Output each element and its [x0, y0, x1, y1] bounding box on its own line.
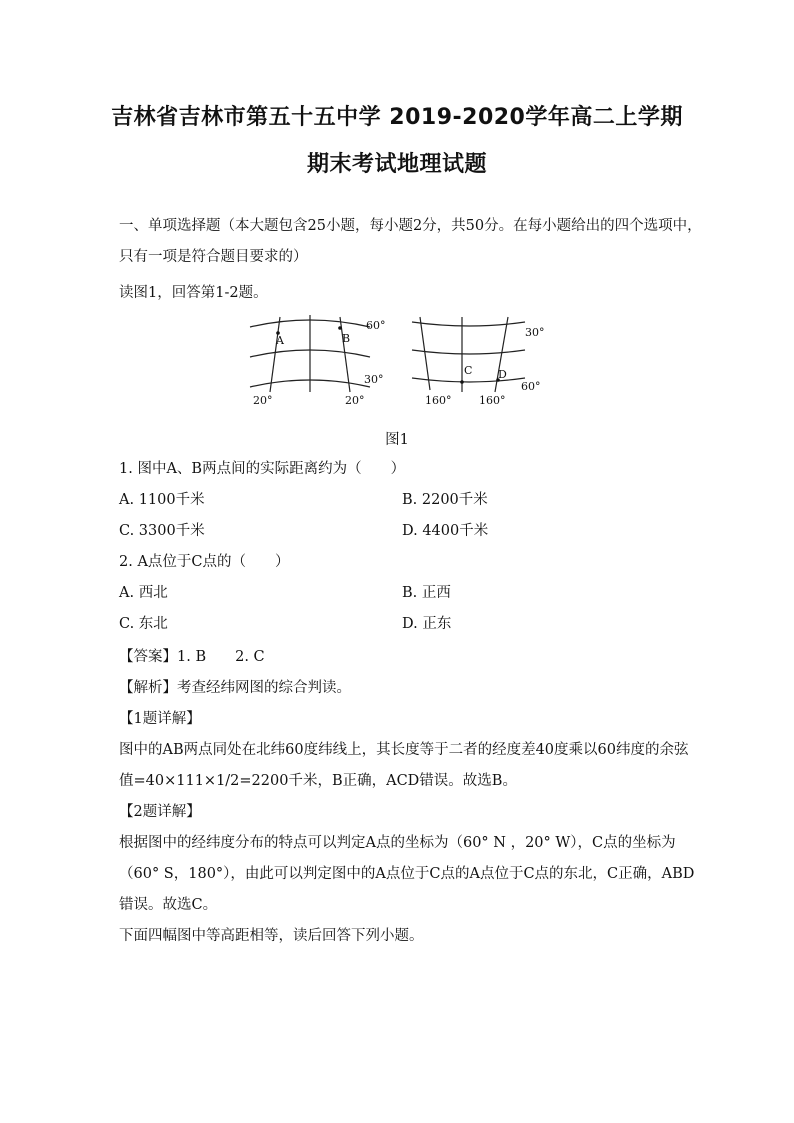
detail-1-line-2: 值=40×111×1/2=2200千米，B正确，ACD错误。故选B。 — [119, 773, 517, 789]
detail-2-line-2: （60° S，180°），由此可以判定图中的A点位于C点的A点位于C点的东北，C正确，ABD — [119, 866, 695, 882]
point-c-label: C — [464, 364, 473, 377]
question-2-option-b: B. 正西 — [402, 585, 451, 601]
read-prompt: 读图1，回答第1-2题。 — [119, 285, 268, 301]
detail-2-line-1: 根据图中的经纬度分布的特点可以判定A点的坐标为（60° N ，20° W），C点的坐标为 — [119, 835, 676, 851]
point-b-dot — [338, 326, 342, 330]
question-2-stem: 2. A点位于C点的（ ） — [119, 554, 290, 570]
detail-2-line-3: 错误。故选C。 — [119, 897, 218, 913]
detail-1-heading: 【1题详解】 — [119, 711, 201, 727]
left-lat-bottom-label: 30° — [364, 373, 384, 386]
detail-2-heading: 【2题详解】 — [119, 804, 201, 820]
right-map-parallel-mid — [412, 350, 525, 354]
question-2-option-c: C. 东北 — [119, 616, 168, 632]
title-line-1: 吉林省吉林市第五十五中学 2019-2020学年高二上学期 — [111, 105, 683, 130]
right-lat-top-label: 30° — [525, 326, 545, 339]
right-lon-left-label: 160° — [425, 394, 452, 407]
point-a-label: A — [276, 334, 284, 347]
point-d-label: D — [498, 368, 507, 381]
question-2-option-a: A. 西北 — [119, 585, 168, 601]
figure-1 — [240, 312, 560, 412]
right-lon-right-label: 160° — [479, 394, 506, 407]
left-map-meridian-1 — [270, 317, 280, 392]
question-1-option-d: D. 4400千米 — [402, 523, 489, 539]
point-c-dot — [460, 380, 464, 384]
analysis-line: 【解析】考查经纬网图的综合判读。 — [119, 680, 351, 696]
question-1-option-b: B. 2200千米 — [402, 492, 488, 508]
answer-line: 【答案】1. B 2. C — [119, 649, 265, 665]
question-1-stem: 1. 图中A、B两点间的实际距离约为（ ） — [119, 461, 406, 477]
question-1-option-a: A. 1100千米 — [119, 492, 205, 508]
left-lat-top-label: 60° — [366, 319, 386, 332]
question-2-option-d: D. 正东 — [402, 616, 452, 632]
figure-caption: 图1 — [385, 432, 409, 448]
detail-1-line-1: 图中的AB两点同处在北纬60度纬线上，其长度等于二者的经度差40度乘以60纬度的余弦 — [119, 742, 689, 758]
right-lat-bottom-label: 60° — [521, 380, 541, 393]
question-1-option-c: C. 3300千米 — [119, 523, 205, 539]
section-intro-line-2: 只有一项是符合题目要求的） — [119, 249, 308, 265]
left-lon-left-label: 20° — [253, 394, 273, 407]
title-line-2: 期末考试地理试题 — [306, 152, 487, 177]
point-b-label: B — [342, 332, 351, 345]
left-lon-right-label: 20° — [345, 394, 365, 407]
right-map-parallel-30 — [412, 322, 525, 326]
next-prompt: 下面四幅图中等高距相等，读后回答下列小题。 — [119, 928, 424, 944]
section-intro-line-1: 一、单项选择题（本大题包含25小题，每小题2分，共50分。在每小题给出的四个选项中， — [119, 218, 702, 234]
